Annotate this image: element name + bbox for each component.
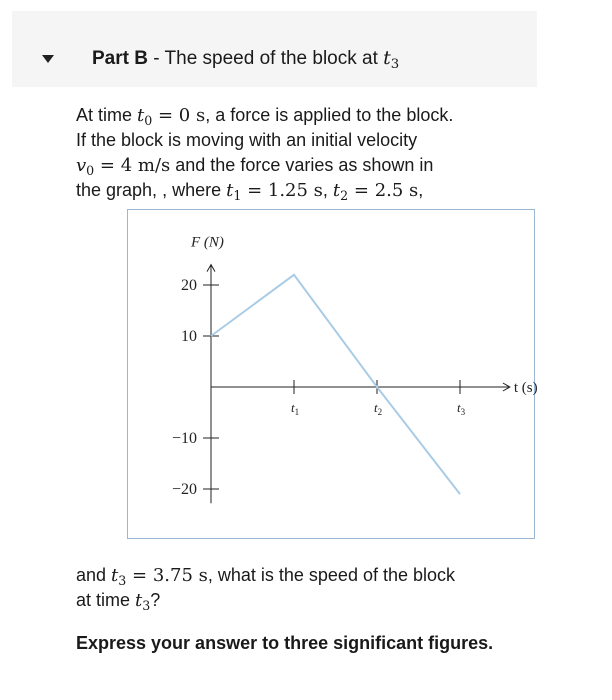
t0-expression [137,105,205,126]
problem-text-segment: and the force varies as shown in [170,155,434,175]
t3-sub: 3 [118,572,127,588]
part-title-text: The speed of the block at [164,48,384,69]
t0-var: t [137,105,145,126]
t3-expression [111,565,208,586]
t1-sub: 1 [233,187,242,203]
t0-value: = 0 s [152,105,206,126]
part-title-sub: 3 [390,56,400,72]
t2-value: = 2.5 s [348,180,419,201]
v0-expression [76,155,170,176]
question-text-segment: at time [76,590,136,610]
t1-value: = 1.25 s [241,180,323,201]
question-t3-var: t [135,590,143,611]
question-text-segment: , what is the speed of the block [207,565,456,585]
answer-instruction: Express your answer to three significant figures. [76,633,494,653]
t1-expression [226,180,323,201]
t2-var: t [332,180,341,201]
problem-text-segment: , [418,180,424,200]
t1-var: t [226,180,234,201]
question-line-1 [76,563,546,588]
question-t3-sub: 3 [142,597,151,613]
part-b-header[interactable] [12,11,537,87]
question-text-segment: and [76,565,112,585]
part-separator: - [147,48,165,69]
force-series-line [211,275,460,494]
question-statement [76,563,546,613]
v0-sub: 0 [86,162,95,178]
x-tick-label: $t_1$ [291,400,300,417]
v0-var: v [76,155,87,176]
y-tick-label: −20 [171,481,197,498]
x-tick-label: $t_2$ [374,400,383,417]
question-text-segment: ? [150,590,161,610]
x-tick-label-sub: 1 [294,407,300,417]
x-tick-label: $t_3$ [457,400,466,417]
problem-line-3 [76,153,546,178]
y-tick-label: −10 [171,430,197,447]
problem-line-4 [76,178,546,203]
t3-var: t [111,565,119,586]
t0-sub: 0 [144,112,153,128]
y-tick-label: 20 [181,277,197,294]
problem-line-2: If the block is moving with an initial velocity [76,130,418,150]
x-tick-label-sub: 2 [377,407,383,417]
problem-statement [76,103,546,203]
force-time-graph [127,209,538,539]
force-time-chart [128,210,538,538]
part-title-var: t [383,47,391,69]
v0-value: = 4 m/s [94,155,171,176]
t2-sub: 2 [340,187,349,203]
question-line-2 [76,588,546,613]
y-axis-label: F (N) [191,234,224,251]
collapse-caret-icon[interactable] [42,55,54,63]
x-axis-label: t (s) [513,380,538,396]
problem-line-1 [76,103,546,128]
y-tick-label: 10 [181,328,197,345]
problem-text-segment: , [322,180,333,200]
part-title [92,46,399,71]
part-label: Part B [92,48,148,69]
problem-text-segment: At time [76,105,138,125]
problem-text-segment: the graph, , where [76,180,227,200]
question-t3 [135,590,150,611]
t2-expression [333,180,418,201]
problem-text-segment: , a force is applied to the block. [205,105,454,125]
t3-value: = 3.75 s [126,565,208,586]
x-tick-label-sub: 3 [460,407,466,417]
